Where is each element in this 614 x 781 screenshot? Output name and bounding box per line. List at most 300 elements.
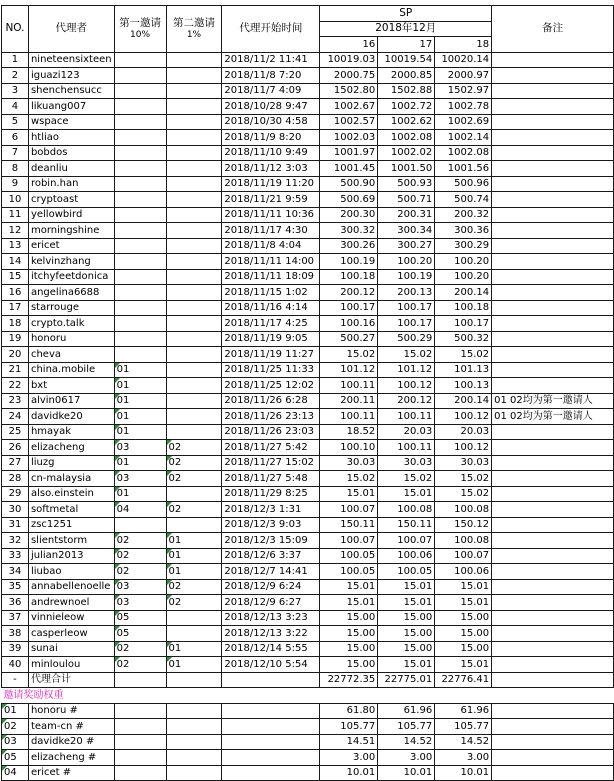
first-invite-code [114,316,166,332]
first-invite-code: 05 [114,626,166,642]
sp-day-16: 15.02 [320,471,378,487]
table-row [2,440,614,456]
sp-day-17: 15.02 [378,347,435,363]
first-invite-code [114,254,166,270]
start-time: 2018/11/25 12:02 [222,378,320,394]
header-second-invite-label: 第二邀请 [172,16,215,29]
remark [492,68,614,84]
empty-cell [114,703,166,719]
remark [492,331,614,347]
sp-day-16: 100.18 [320,269,378,285]
second-invite-code [166,285,222,301]
reward-no: 03 [2,734,29,750]
remark [492,300,614,316]
sp-day-18: 500.32 [435,331,492,347]
first-invite-code [114,145,166,161]
sp-day-18: 15.00 [435,641,492,657]
table-row [2,610,614,626]
empty-cell [114,719,166,735]
row-no: 1 [2,52,29,68]
sp-day-17: 1002.72 [378,99,435,115]
table-row [2,285,614,301]
sp-day-17: 500.93 [378,176,435,192]
sp-day-17: 1502.88 [378,83,435,99]
second-invite-code [166,223,222,239]
sp-day-17: 20.03 [378,424,435,440]
row-no: 37 [2,610,29,626]
first-invite-code: 03 [114,579,166,595]
empty-cell [492,703,614,719]
agent-name: minloulou [28,657,114,673]
sp-day-16: 100.11 [320,409,378,425]
sp-day-16: 100.16 [320,316,378,332]
remark [492,502,614,518]
sp-day-18: 15.02 [435,471,492,487]
sp-day-16: 2000.75 [320,68,378,84]
reward-day-18: 10.01 [435,765,492,781]
remark: 01 02均为第一邀请人 [492,409,614,425]
first-invite-code: 03 [114,595,166,611]
table-row [2,52,614,68]
sp-day-16: 100.07 [320,502,378,518]
remark [492,626,614,642]
row-no: 27 [2,455,29,471]
start-time: 2018/11/11 18:09 [222,269,320,285]
agent-name: robin.han [28,176,114,192]
remark [492,517,614,533]
sp-day-17: 100.11 [378,440,435,456]
agent-name: morningshine [28,223,114,239]
sp-day-18: 2000.97 [435,68,492,84]
row-no: 30 [2,502,29,518]
header-row-1 [2,6,614,22]
agent-name: liuzg [28,455,114,471]
sp-day-16: 30.03 [320,455,378,471]
second-invite-code: 02 [166,440,222,456]
start-time: 2018/12/10 5:54 [222,657,320,673]
reward-no: 05 [2,750,29,766]
second-invite-code [166,610,222,626]
sp-day-16: 1002.57 [320,114,378,130]
start-time: 2018/12/14 5:55 [222,641,320,657]
sp-day-17: 200.12 [378,393,435,409]
second-invite-code [166,254,222,270]
remark [492,145,614,161]
agent-name: slientstorm [28,533,114,549]
row-no: 2 [2,68,29,84]
second-invite-code: 02 [166,595,222,611]
second-invite-code [166,207,222,223]
sp-day-17: 1002.02 [378,145,435,161]
remark [492,223,614,239]
remark [492,424,614,440]
row-no: 11 [2,207,29,223]
reward-row [2,734,614,750]
row-no: 18 [2,316,29,332]
first-invite-code: 03 [114,471,166,487]
total-day-17: 22775.01 [378,672,435,688]
agent-name: htliao [28,130,114,146]
row-no: 23 [2,393,29,409]
start-time: 2018/11/27 5:42 [222,440,320,456]
row-no: 13 [2,238,29,254]
start-time: 2018/11/17 4:30 [222,223,320,239]
sp-day-16: 1001.97 [320,145,378,161]
sp-day-18: 101.13 [435,362,492,378]
start-time: 2018/12/13 3:23 [222,610,320,626]
agent-name: starrouge [28,300,114,316]
agent-name: davidke20 [28,409,114,425]
sp-day-17: 15.02 [378,471,435,487]
second-invite-code [166,161,222,177]
header-second-invite [166,6,222,53]
row-no: 21 [2,362,29,378]
reward-day-18: 105.77 [435,719,492,735]
sp-day-16: 15.00 [320,626,378,642]
sp-day-17: 100.17 [378,300,435,316]
reward-row [2,703,614,719]
second-invite-code [166,424,222,440]
sp-day-18: 100.20 [435,269,492,285]
remark [492,471,614,487]
remark [492,161,614,177]
reward-name: davidke20 # [28,734,114,750]
remark [492,83,614,99]
row-no: 26 [2,440,29,456]
start-time: 2018/10/28 9:47 [222,99,320,115]
empty-cell [166,672,222,688]
remark [492,130,614,146]
table-row [2,192,614,208]
start-time: 2018/11/17 4:25 [222,316,320,332]
start-time: 2018/11/15 1:02 [222,285,320,301]
row-no: 19 [2,331,29,347]
empty-cell [222,672,320,688]
sp-day-17: 300.27 [378,238,435,254]
remark [492,610,614,626]
table-row [2,393,614,409]
sp-day-17: 15.00 [378,610,435,626]
first-invite-code: 01 [114,378,166,394]
sp-day-17: 2000.85 [378,68,435,84]
sp-day-16: 300.26 [320,238,378,254]
table-row [2,300,614,316]
header-agent: 代理者 [28,6,114,53]
empty-cell [492,765,614,781]
sp-day-16: 15.01 [320,579,378,595]
reward-no: 01 [2,703,29,719]
sp-day-16: 15.00 [320,657,378,673]
first-invite-code [114,517,166,533]
agent-name: likuang007 [28,99,114,115]
reward-day-18: 61.96 [435,703,492,719]
reward-name: team-cn # [28,719,114,735]
sp-day-17: 100.19 [378,269,435,285]
row-no: 25 [2,424,29,440]
sp-day-17: 200.31 [378,207,435,223]
second-invite-code: 01 [166,657,222,673]
empty-cell [222,703,320,719]
header-day-18: 18 [435,37,492,53]
table-row [2,99,614,115]
table-row [2,548,614,564]
first-invite-code: 01 [114,486,166,502]
agent-name: sunai [28,641,114,657]
agent-name: julian2013 [28,548,114,564]
empty-cell [492,672,614,688]
second-invite-code [166,99,222,115]
start-time: 2018/11/19 11:27 [222,347,320,363]
sp-day-18: 1001.56 [435,161,492,177]
empty-cell [222,719,320,735]
sp-day-18: 30.03 [435,455,492,471]
reward-name: ericet # [28,765,114,781]
sp-day-17: 100.11 [378,409,435,425]
row-no: 7 [2,145,29,161]
table-row [2,641,614,657]
remark [492,192,614,208]
sp-day-17: 100.17 [378,316,435,332]
second-invite-code [166,83,222,99]
first-invite-code [114,207,166,223]
agent-name: liubao [28,564,114,580]
row-no: 14 [2,254,29,270]
table-row [2,238,614,254]
sp-day-16: 100.19 [320,254,378,270]
sp-day-18: 100.13 [435,378,492,394]
remark [492,52,614,68]
sp-day-17: 15.01 [378,579,435,595]
remark [492,533,614,549]
empty-cell [166,765,222,781]
first-invite-code [114,68,166,84]
start-time: 2018/11/11 10:36 [222,207,320,223]
remark [492,564,614,580]
empty-cell [166,719,222,735]
header-second-invite-pct: 1% [186,29,202,40]
total-day-18: 22776.41 [435,672,492,688]
sp-day-18: 200.14 [435,285,492,301]
sp-day-17: 100.06 [378,548,435,564]
sp-day-16: 500.27 [320,331,378,347]
sp-day-16: 15.01 [320,595,378,611]
first-invite-code: 02 [114,657,166,673]
agent-name: shenchensucc [28,83,114,99]
start-time: 2018/11/16 4:14 [222,300,320,316]
agent-name: wspace [28,114,114,130]
empty-cell [222,734,320,750]
sp-day-18: 100.08 [435,533,492,549]
sp-day-16: 1001.45 [320,161,378,177]
second-invite-code [166,68,222,84]
agent-name: bobdos [28,145,114,161]
row-no: 15 [2,269,29,285]
first-invite-code [114,347,166,363]
sp-day-18: 15.00 [435,610,492,626]
sp-day-18: 15.01 [435,579,492,595]
agent-name: crypto.talk [28,316,114,332]
sp-day-18: 15.02 [435,486,492,502]
sp-day-17: 100.05 [378,564,435,580]
first-invite-code [114,192,166,208]
empty-cell [166,734,222,750]
sp-day-17: 500.71 [378,192,435,208]
row-no: 28 [2,471,29,487]
header-first-invite [114,6,166,53]
start-time: 2018/11/29 8:25 [222,486,320,502]
sp-day-18: 100.18 [435,300,492,316]
second-invite-code [166,145,222,161]
sp-day-16: 200.30 [320,207,378,223]
second-invite-code: 02 [166,579,222,595]
table-row [2,378,614,394]
agent-name: andrewnoel [28,595,114,611]
first-invite-code: 01 [114,424,166,440]
agent-name: deanliu [28,161,114,177]
sp-day-16: 15.02 [320,347,378,363]
second-invite-code [166,362,222,378]
sp-day-16: 100.05 [320,564,378,580]
table-row [2,269,614,285]
start-time: 2018/11/12 3:03 [222,161,320,177]
table-row [2,657,614,673]
sp-day-16: 101.12 [320,362,378,378]
empty-cell [114,672,166,688]
start-time: 2018/11/9 8:20 [222,130,320,146]
second-invite-code [166,130,222,146]
start-time: 2018/11/25 11:33 [222,362,320,378]
reward-day-17: 61.96 [378,703,435,719]
row-no: 6 [2,130,29,146]
table-row [2,486,614,502]
start-time: 2018/12/7 14:41 [222,564,320,580]
header-day-17: 17 [378,37,435,53]
remark [492,455,614,471]
row-no: 17 [2,300,29,316]
remark [492,362,614,378]
sp-day-16: 100.05 [320,548,378,564]
reward-day-17: 3.00 [378,750,435,766]
first-invite-code [114,269,166,285]
table-row [2,114,614,130]
remark [492,176,614,192]
sp-day-17: 1001.50 [378,161,435,177]
sp-day-18: 1502.97 [435,83,492,99]
start-time: 2018/11/7 4:09 [222,83,320,99]
second-invite-code [166,52,222,68]
sp-day-16: 500.69 [320,192,378,208]
sp-day-16: 100.10 [320,440,378,456]
second-invite-code [166,331,222,347]
sp-day-17: 100.20 [378,254,435,270]
agent-name: annabellenoelle [28,579,114,595]
first-invite-code: 05 [114,610,166,626]
agent-name: also.einstein [28,486,114,502]
total-row [2,672,614,688]
row-no: 36 [2,595,29,611]
sp-day-18: 1002.14 [435,130,492,146]
agent-name: hmayak [28,424,114,440]
sp-day-18: 10020.14 [435,52,492,68]
start-time: 2018/11/21 9:59 [222,192,320,208]
first-invite-code [114,83,166,99]
agent-name: kelvinzhang [28,254,114,270]
sp-day-16: 15.00 [320,610,378,626]
sp-day-18: 150.12 [435,517,492,533]
sp-day-17: 15.00 [378,641,435,657]
table-row [2,564,614,580]
sp-day-17: 30.03 [378,455,435,471]
reward-row [2,765,614,781]
agent-name: elizacheng [28,440,114,456]
table-row [2,130,614,146]
reward-day-16: 61.80 [320,703,378,719]
sp-day-16: 1002.03 [320,130,378,146]
agent-name: honoru [28,331,114,347]
sp-day-17: 15.01 [378,595,435,611]
sp-day-18: 100.20 [435,254,492,270]
sp-day-17: 300.34 [378,223,435,239]
sp-day-18: 15.02 [435,347,492,363]
reward-day-17: 14.52 [378,734,435,750]
sp-day-18: 100.06 [435,564,492,580]
first-invite-code [114,99,166,115]
empty-cell [222,765,320,781]
agent-name: alvin0617 [28,393,114,409]
start-time: 2018/11/27 5:48 [222,471,320,487]
row-no: 20 [2,347,29,363]
start-time: 2018/12/9 6:24 [222,579,320,595]
start-time: 2018/12/3 15:09 [222,533,320,549]
sp-day-17: 150.11 [378,517,435,533]
start-time: 2018/11/8 4:04 [222,238,320,254]
sp-day-17: 200.13 [378,285,435,301]
total-day-16: 22772.35 [320,672,378,688]
remark [492,595,614,611]
sp-day-16: 100.17 [320,300,378,316]
table-row [2,579,614,595]
second-invite-code: 01 [166,533,222,549]
agent-name: zsc1251 [28,517,114,533]
reward-day-16: 3.00 [320,750,378,766]
row-no: 8 [2,161,29,177]
second-invite-code [166,486,222,502]
header-day-16: 16 [320,37,378,53]
table-row [2,533,614,549]
reward-name: elizacheng # [28,750,114,766]
reward-no: 04 [2,765,29,781]
sp-day-18: 500.74 [435,192,492,208]
reward-section-title: 邀请奖励权重 [2,688,614,704]
second-invite-code: 01 [166,548,222,564]
second-invite-code [166,517,222,533]
sp-day-17: 1002.62 [378,114,435,130]
row-no: 10 [2,192,29,208]
remark [492,486,614,502]
remark: 01 02均为第一邀请人 [492,393,614,409]
start-time: 2018/11/26 23:03 [222,424,320,440]
sp-day-18: 100.08 [435,502,492,518]
remark [492,269,614,285]
sp-day-18: 1002.69 [435,114,492,130]
row-no: 12 [2,223,29,239]
start-time: 2018/11/10 9:49 [222,145,320,161]
first-invite-code [114,130,166,146]
sp-day-17: 15.00 [378,626,435,642]
sp-day-18: 200.32 [435,207,492,223]
first-invite-code: 02 [114,533,166,549]
first-invite-code [114,52,166,68]
